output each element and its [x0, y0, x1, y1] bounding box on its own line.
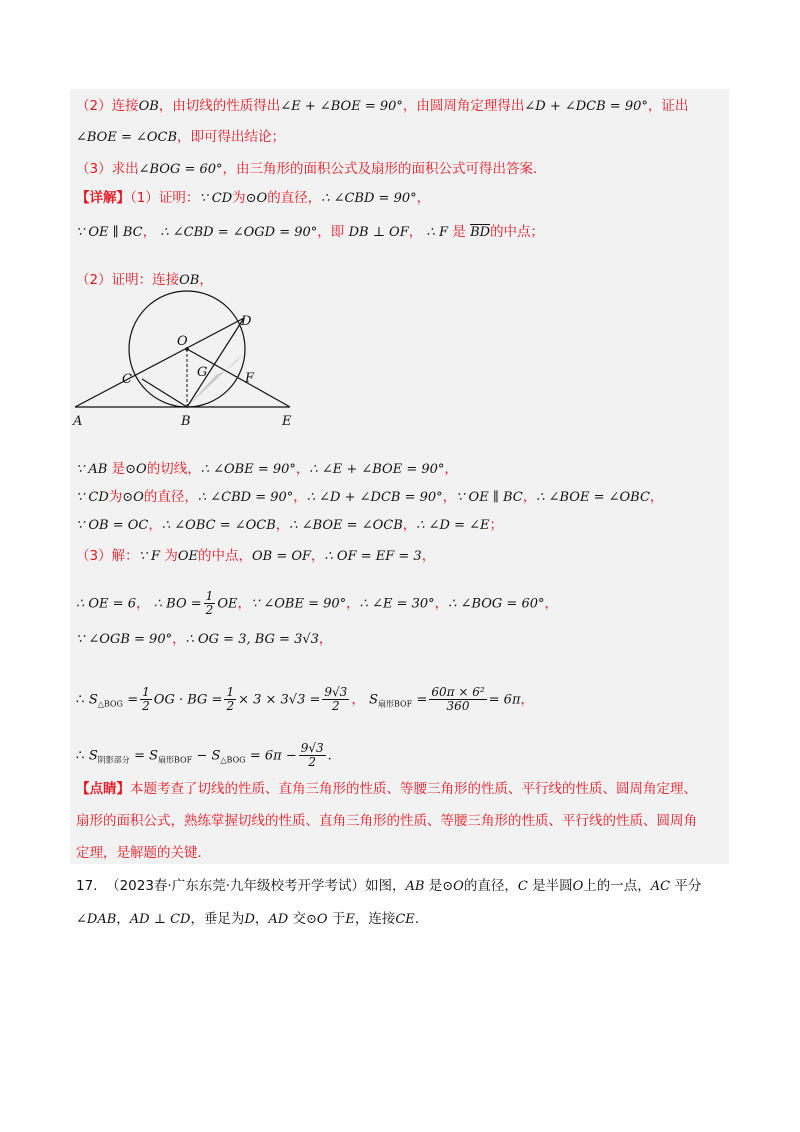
question-source: （2023春·广东东莞·九年级校考开学考试） [106, 878, 366, 894]
math: ∵ F [138, 549, 161, 564]
text: （3）解： [76, 548, 139, 564]
math: ∵ OE ∥ BC [456, 490, 523, 505]
text: ， [402, 517, 417, 533]
part2-line-1 [76, 459, 458, 480]
text: 交 [292, 911, 306, 927]
text: （1）证明： [130, 190, 200, 206]
text: ， [275, 517, 290, 533]
text: 平分 [674, 878, 702, 894]
math: − S [196, 748, 221, 764]
math: = 6π − [249, 748, 297, 764]
math: ∵ OB = OC [76, 518, 149, 533]
math: ∠E + ∠BOE = 90° [280, 99, 403, 114]
text: （2）连接 [76, 98, 139, 114]
math: S [88, 748, 98, 764]
math: ∴ ∠D + ∠DCB = 90° [306, 490, 443, 505]
comment-line-3 [76, 843, 202, 863]
text: ， [142, 224, 157, 240]
math: . [327, 748, 332, 764]
text: ， [254, 911, 269, 927]
fraction [140, 686, 152, 713]
math: ∴ OE = 6 [76, 596, 136, 612]
text: ， [434, 595, 449, 612]
part3-line-4 [76, 686, 534, 715]
text: ，即可得出结论； [177, 129, 286, 145]
text: ，垂足为 [190, 911, 245, 927]
text: 如图， [365, 878, 406, 894]
numerator: 9√3 [324, 685, 348, 699]
text: 是半圆 [532, 878, 573, 894]
fraction [224, 686, 236, 713]
detail-line-2 [76, 222, 544, 243]
denominator: 360 [446, 699, 470, 713]
text: ， [520, 691, 534, 708]
text: ， [346, 595, 360, 612]
detail-label: 【详解】 [76, 190, 130, 206]
math: ∴ ∠CBD = ∠OGD = 90° [160, 225, 318, 240]
text: （2）证明：连接 [76, 272, 180, 288]
text: ， [318, 631, 333, 647]
math: AD ⊥ CD [129, 912, 191, 927]
math: ∴ ∠D = ∠E [416, 518, 490, 533]
fraction [322, 686, 349, 713]
text: ， [172, 631, 186, 647]
math: AD [268, 912, 289, 927]
question-17-line-2 [76, 909, 419, 930]
math: ∴ ∠BOE = ∠OCB [289, 518, 403, 533]
text: ， [116, 911, 130, 927]
math: ∵ CD [76, 490, 109, 505]
fraction [204, 590, 216, 617]
text: 的中点； [490, 224, 545, 240]
part2-line-3 [76, 515, 503, 536]
text: ，即 [317, 224, 345, 240]
text: ，由圆周角定理得出 [402, 98, 525, 114]
analysis-line-4 [76, 159, 537, 180]
numerator: 1 [142, 685, 150, 699]
math: ∵ ∠OBE = 90° [250, 596, 347, 612]
text: ， [444, 461, 458, 477]
comment-line-1 [76, 779, 697, 799]
math: ∴ F [426, 225, 448, 240]
label-c: C [122, 372, 132, 387]
text: ， [293, 489, 307, 505]
math: OB [179, 273, 200, 288]
text: ， [421, 548, 436, 564]
math: ∴ ∠BOE = ∠OBC [536, 490, 650, 505]
text: 上的一点， [583, 878, 651, 894]
math: = S [134, 748, 159, 764]
text: 定理，是解题的关键. [76, 845, 202, 861]
text: ， [351, 691, 365, 708]
math: DB ⊥ OF [348, 225, 409, 240]
math: D [244, 912, 255, 927]
text: ， [544, 595, 559, 612]
math: ∵ ∠OGB = 90° [76, 632, 173, 647]
subscript: △BOG [97, 699, 123, 709]
math: CE [395, 912, 415, 927]
math: ⊙O [125, 462, 147, 477]
math: ∴ ∠OBC = ∠OCB [161, 518, 276, 533]
math: ∠BOG = 60° [138, 162, 223, 177]
subscript: 扇形BOF [378, 699, 413, 709]
denominator: 2 [226, 699, 235, 713]
denominator: 2 [332, 699, 340, 713]
text: . [414, 911, 420, 927]
math: ∴ OF = EF = 3 [324, 549, 422, 564]
text: ，由三角形的面积公式及扇形的面积公式可得出答案. [222, 161, 538, 177]
math: C [517, 879, 528, 894]
text: ，连接 [354, 911, 396, 927]
fraction [429, 686, 486, 713]
label-g: G [197, 365, 208, 380]
part3-line-1 [76, 546, 435, 567]
subscript: 扇形BOF [158, 755, 193, 765]
math: ⊙O [245, 191, 268, 206]
subscript: 阴影部分 [97, 755, 130, 765]
math: ∴ BO = [153, 596, 202, 612]
math: AC [650, 879, 671, 894]
text: 的直径， [143, 489, 198, 505]
math: ⊙O [122, 490, 144, 505]
math: × 3 × 3√3 = [238, 692, 321, 708]
comment-line-2 [76, 811, 697, 831]
denominator: 2 [308, 755, 316, 769]
math: ∵ AB [76, 462, 108, 477]
math: AB [405, 879, 425, 894]
text: （3）求出 [76, 161, 139, 177]
math: ∵ OE ∥ BC [76, 225, 143, 240]
math: S [88, 692, 98, 708]
arc-bd: $\overline{BD}$ [470, 225, 491, 240]
part3-line-5 [76, 742, 332, 771]
math: ∴ ∠E + ∠BOE = 90° [309, 462, 445, 477]
math: ∠DAB [76, 912, 117, 927]
numerator: 1 [205, 589, 214, 603]
question-17-line-1 [76, 876, 701, 897]
label-f: F [245, 371, 255, 386]
math: ∠D + ∠DCB = 90° [524, 99, 648, 114]
math: ∠BOE = ∠OCB [76, 130, 178, 145]
math: ∴ ∠CBD = 90° [197, 490, 294, 505]
text: 是 [452, 224, 466, 240]
text: ， [408, 224, 423, 240]
text: 为 [232, 190, 246, 206]
fraction [299, 742, 326, 769]
text: 是 [428, 878, 443, 894]
text: ， [649, 489, 664, 505]
label-e: E [282, 414, 292, 429]
text: ， [442, 489, 457, 505]
text: ， [135, 595, 150, 612]
text: ； [489, 517, 504, 533]
text: 于 [331, 911, 346, 927]
math: = [416, 692, 428, 708]
label-b: B [181, 414, 191, 429]
subscript: △BOG [220, 755, 246, 765]
part2-line-2 [76, 487, 663, 508]
text: 为 [108, 489, 123, 505]
text: 的切线， [146, 461, 201, 477]
text: ， [199, 272, 213, 288]
math: E [345, 912, 355, 927]
detail-line-1 [76, 188, 430, 209]
math: ∴ ∠CBD = 90° [321, 191, 417, 206]
math: ∴ ∠OBE = 90° [200, 462, 296, 477]
label-o: O [177, 334, 188, 349]
math: OB = OF [251, 549, 312, 564]
analysis-line-2 [76, 96, 688, 117]
math: OE [177, 549, 198, 564]
line-ad [75, 318, 244, 407]
shaded-region [187, 355, 242, 407]
therefore: ∴ [76, 747, 85, 764]
numerator: 60π × 6² [431, 685, 485, 699]
text: ，由切线的性质得出 [158, 98, 281, 114]
geometry-diagram [70, 275, 305, 435]
text: 为 [164, 548, 178, 564]
text: ， [295, 461, 310, 477]
text: 的直径， [267, 190, 322, 206]
text: 本题考查了切线的性质、直角三角形的性质、等腰三角形的性质、平行线的性质、圆周角定理、 [130, 781, 697, 797]
label-d: D [241, 314, 252, 329]
part3-line-3 [76, 629, 332, 650]
text: ， [237, 595, 251, 612]
math: = 6π [488, 692, 521, 708]
math: OB [138, 99, 159, 114]
comment-label: 【点睛】 [76, 781, 130, 797]
numerator: 9√3 [300, 741, 324, 755]
text: ，证出 [647, 98, 689, 114]
label-a: A [73, 414, 83, 429]
math: ∴ ∠E = 30° [359, 596, 435, 612]
math: ∵ CD [199, 191, 233, 206]
text: 的直径， [463, 878, 518, 894]
analysis-line-3 [76, 127, 285, 148]
numerator: 1 [226, 685, 235, 699]
question-number: 17. [76, 878, 98, 894]
denominator: 2 [205, 603, 214, 617]
text: ， [148, 517, 162, 533]
text: ， [416, 190, 431, 206]
text: ， [522, 489, 537, 505]
math: ∴ ∠BOG = 60° [448, 596, 545, 612]
math: ⊙O [305, 912, 328, 927]
text: 扇形的面积公式，熟练掌握切线的性质、直角三角形的性质、等腰三角形的性质、平行线的性质、圆周角 [76, 813, 697, 829]
math: O [572, 879, 584, 894]
text: 是 [111, 461, 126, 477]
math: S [369, 692, 379, 708]
part3-line-2 [76, 590, 558, 617]
math: OE [217, 596, 238, 612]
denominator: 2 [142, 699, 150, 713]
math: ⊙O [442, 879, 464, 894]
text: ， [311, 548, 325, 564]
text: 的中点， [197, 548, 252, 564]
math: ∴ OG = 3, BG = 3√3 [185, 632, 319, 647]
therefore: ∴ [76, 691, 85, 708]
math: OG · BG = [153, 692, 223, 708]
math: = [127, 692, 139, 708]
